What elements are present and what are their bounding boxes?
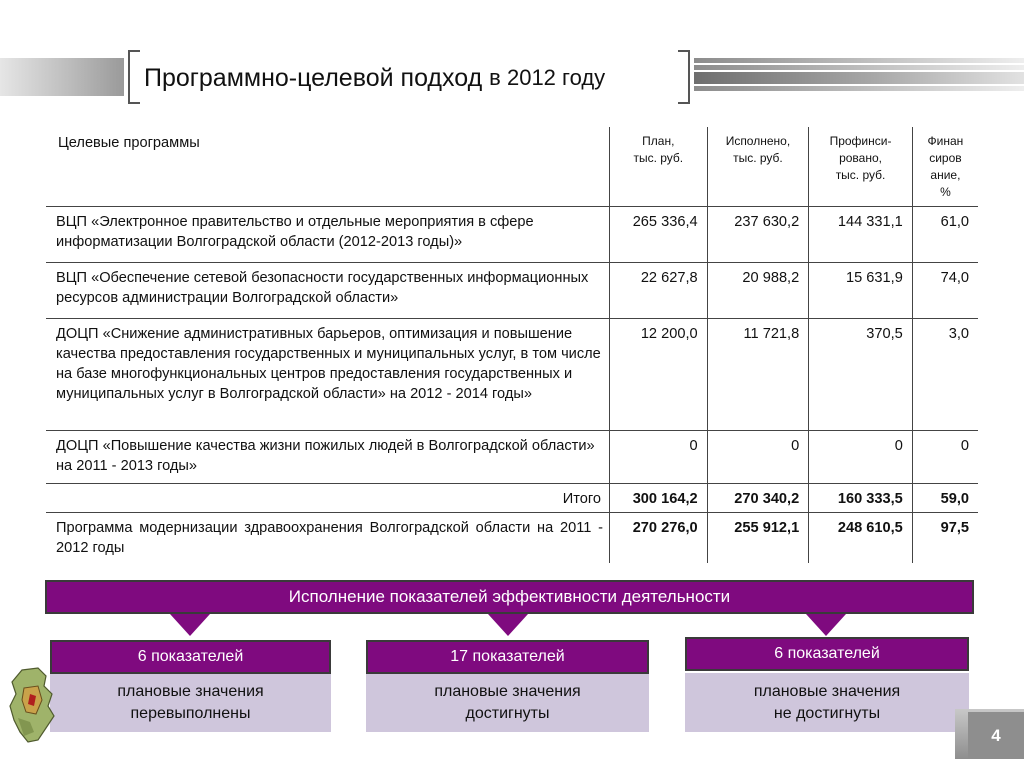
- program-name: ВЦП «Электронное правительство и отдельные мероприятия в сфере информатизации Волгоградской области (2012-2013 годы)»: [46, 206, 609, 262]
- percent-value: 3,0: [912, 318, 978, 430]
- header-plan: План, тыс. руб.: [609, 127, 707, 206]
- executed-value: 11 721,8: [707, 318, 809, 430]
- table-row: [46, 262, 978, 318]
- table-row: [46, 206, 978, 262]
- status-box-achieved: [366, 674, 649, 732]
- plan-value: 12 200,0: [609, 318, 707, 430]
- modernization-row: [46, 512, 978, 563]
- plan-value: 270 276,0: [609, 512, 707, 563]
- total-executed: 270 340,2: [707, 483, 809, 512]
- status-line-2: не достигнуты: [773, 704, 881, 722]
- total-label: Итого: [46, 483, 609, 512]
- total-percent: 59,0: [912, 483, 978, 512]
- count-box-exceeded: 6 показателей: [50, 640, 331, 674]
- header-bar-right: [694, 58, 1024, 96]
- total-row: [46, 483, 978, 512]
- slide-title-main: Программно-целевой подход: [144, 63, 483, 92]
- count-box-not-achieved: 6 показателей: [685, 637, 969, 671]
- header-financed: Профинси- ровано, тыс. руб.: [809, 127, 913, 206]
- slide-title-suffix: в 2012 году: [489, 65, 606, 90]
- header-bar-left: [0, 58, 124, 96]
- executed-value: 0: [707, 430, 809, 483]
- financed-value: 144 331,1: [809, 206, 913, 262]
- status-line-1: плановые значения: [434, 683, 581, 700]
- region-emblem-icon: [8, 666, 56, 744]
- status-box-exceeded: [50, 674, 331, 732]
- page-number: 4: [968, 712, 1024, 759]
- status-box-not-achieved: [685, 673, 969, 732]
- title-bracket-left: [128, 50, 140, 104]
- executed-value: 255 912,1: [707, 512, 809, 563]
- status-line-1: плановые значения: [117, 683, 264, 700]
- header-percent: Финан сиров ание, %: [912, 127, 978, 206]
- table-header-row: [46, 127, 978, 206]
- percent-value: 74,0: [912, 262, 978, 318]
- plan-value: 22 627,8: [609, 262, 707, 318]
- header-executed: Исполнено, тыс. руб.: [707, 127, 809, 206]
- arrow-down-icon: [806, 614, 846, 636]
- arrow-down-icon: [170, 614, 210, 636]
- status-line-2: перевыполнены: [130, 705, 251, 722]
- header-programs: Целевые программы: [46, 127, 609, 206]
- financed-value: 0: [809, 430, 913, 483]
- percent-value: 0: [912, 430, 978, 483]
- status-line-2: достигнуты: [465, 705, 550, 722]
- percent-value: 97,5: [912, 512, 978, 563]
- financed-value: 248 610,5: [809, 512, 913, 563]
- program-name: ДОЦП «Повышение качества жизни пожилых людей в Волгоградской области» на 2011 - 2013 годы»: [46, 430, 609, 483]
- plan-value: 265 336,4: [609, 206, 707, 262]
- executed-value: 20 988,2: [707, 262, 809, 318]
- indicators-banner: Исполнение показателей эффективности деятельности: [45, 580, 974, 614]
- table-row: [46, 318, 978, 430]
- total-financed: 160 333,5: [809, 483, 913, 512]
- status-line-1: плановые значения: [753, 682, 901, 700]
- financed-value: 370,5: [809, 318, 913, 430]
- program-name: ДОЦП «Снижение административных барьеров, оптимизация и повышение качества предоставления государственных и муниципальных услуг, в том числе на базе многофункциональных центров предоставления государственных и муниципальных услуг в Волгоградской области» на 2012 - 2014 годы»: [46, 318, 609, 430]
- percent-value: 61,0: [912, 206, 978, 262]
- title-bracket-right: [678, 50, 690, 104]
- total-plan: 300 164,2: [609, 483, 707, 512]
- count-box-achieved: 17 показателей: [366, 640, 649, 674]
- programs-table: [46, 127, 978, 563]
- financed-value: 15 631,9: [809, 262, 913, 318]
- executed-value: 237 630,2: [707, 206, 809, 262]
- plan-value: 0: [609, 430, 707, 483]
- arrow-down-icon: [488, 614, 528, 636]
- program-name: ВЦП «Обеспечение сетевой безопасности государственных информационных ресурсов администрации Волгоградской области»: [46, 262, 609, 318]
- slide-title: [144, 56, 674, 100]
- program-name: Программа модернизации здравоохранения Волгоградской области на 2011 - 2012 годы: [46, 512, 609, 563]
- table-row: [46, 430, 978, 483]
